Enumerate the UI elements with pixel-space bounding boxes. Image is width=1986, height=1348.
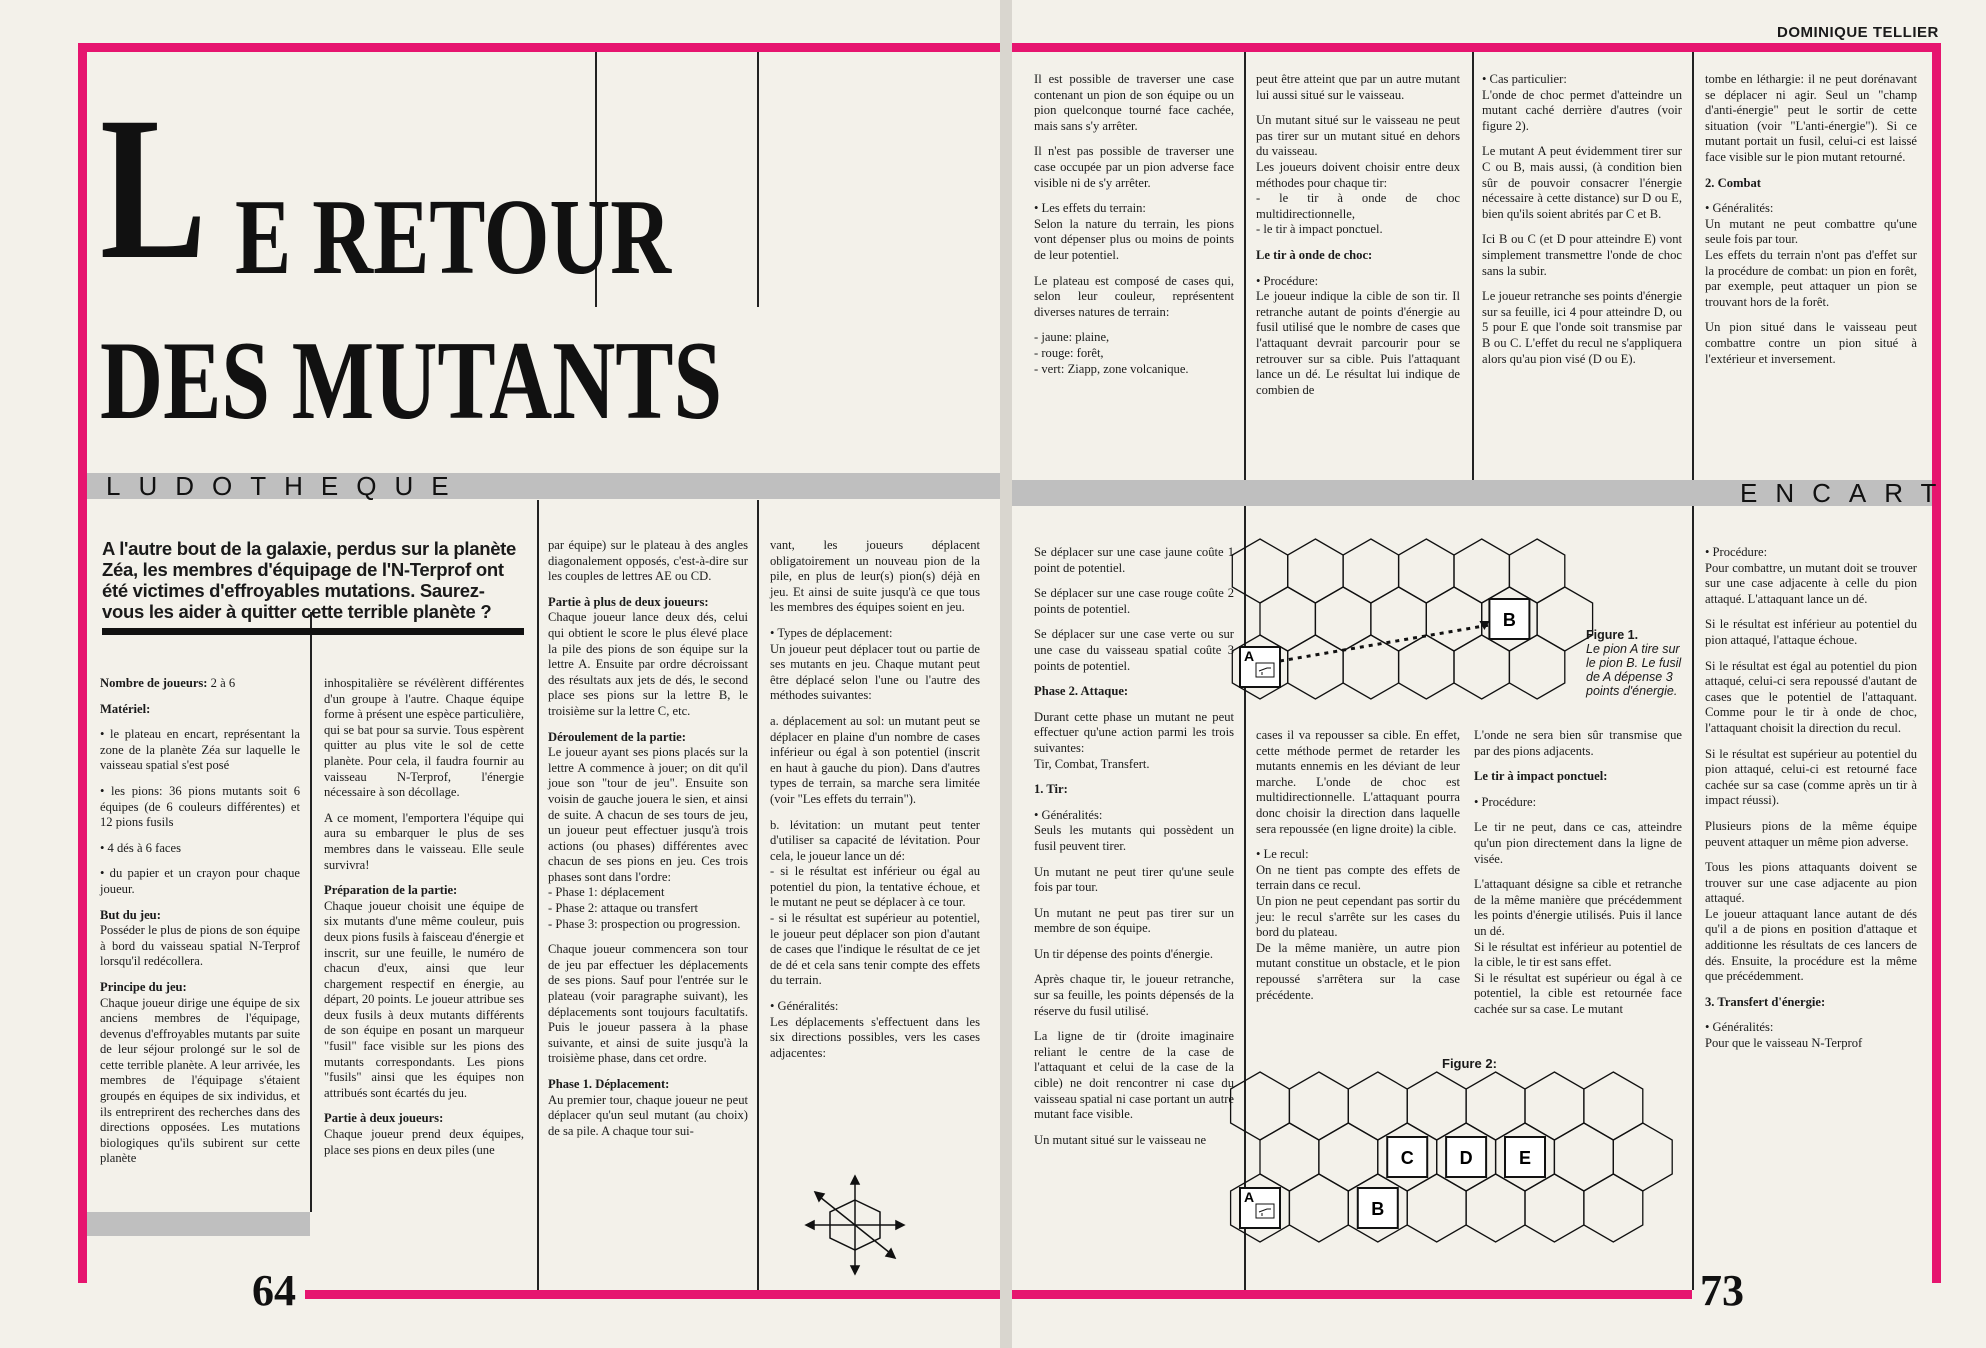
- hex-cell: [1466, 1072, 1525, 1140]
- hex-cell: [1407, 1174, 1466, 1242]
- hex-cell: [1399, 635, 1454, 699]
- author: DOMINIQUE TELLIER: [1777, 24, 1939, 41]
- paragraph-heading: Préparation de la partie:: [324, 883, 458, 898]
- paragraph-text: Se déplacer sur une case verte ou sur une case du vaisseau spatial coûte 3 points de potentiel.: [1034, 627, 1234, 673]
- left-col-2: [324, 676, 524, 1168]
- paragraph-text: Il n'est pas possible de traverser une case occupée par un pion adverse face visible ni de s'y arrêter.: [1034, 144, 1234, 190]
- direction-hexagon-diagram: [800, 1172, 910, 1277]
- hex-cell: [1289, 1174, 1348, 1242]
- paragraph-text: Un pion situé dans le vaisseau peut combattre contre un pion situé à l'extérieur et inversement.: [1705, 320, 1917, 366]
- paragraph: [1034, 144, 1234, 191]
- paragraph-text: Se déplacer sur une case jaune coûte 1 point de potentiel.: [1034, 545, 1234, 575]
- paragraph: [1034, 1133, 1234, 1149]
- hex-cell: [1315, 587, 1371, 651]
- hex-cell: [1260, 1123, 1319, 1191]
- paragraph-text: Un mutant situé sur le vaisseau ne peut pas tirer sur un mutant situé en dehors du vaisseau. Les joueurs doivent choisir entre deux méthodes pour chaque tir: - le tir à onde de choc multidirectionnelle, - le tir à impact ponctuel.: [1256, 113, 1460, 237]
- hex-cell: [1537, 587, 1593, 651]
- paragraph-text: La ligne de tir (droite imaginaire reliant le centre de la case de l'attaquant et celui de la case de la cible) ne doit rencontrer ni case du vaisseau spatial ni case portant un autre mutant face visible.: [1034, 1029, 1234, 1122]
- paragraph-text: 2 à 6: [207, 676, 236, 690]
- paragraph: [1034, 684, 1234, 700]
- paragraph: [1482, 232, 1682, 279]
- paragraph: [548, 538, 748, 585]
- paragraph-heading: Partie à deux joueurs:: [324, 1111, 444, 1126]
- hex-cell: [1554, 1123, 1613, 1191]
- title-line2: DES MUTANTS: [100, 319, 723, 443]
- hex-cell: [1407, 1072, 1466, 1140]
- paragraph: [100, 676, 300, 692]
- right-pink-bar: [1932, 43, 1941, 1283]
- hex-cell: [1319, 1123, 1378, 1191]
- paragraph-text: cases il va repousser sa cible. En effet, cette méthode permet de retarder les mutants ennemis en les déviant de leur marche. L'onde de choc est multidirectionnelle. L'attaquant pourra donc choisir la direction dans laquelle sera repoussée (en ligne droite) la cible.: [1256, 728, 1460, 836]
- paragraph-heading: 1. Tir:: [1034, 782, 1068, 797]
- paragraph-text: Un tir dépense des points d'énergie.: [1034, 946, 1214, 961]
- paragraph-text: • Cas particulier: L'onde de choc permet d'atteindre un mutant caché derrière d'autres (voir figure 2).: [1482, 72, 1682, 133]
- right-page: [1012, 0, 1986, 1348]
- paragraph: [770, 818, 980, 990]
- paragraph-text: • le plateau en encart, représentant la zone de la planète Zéa sur laquelle le vaisseau spatial s'est posé: [100, 727, 300, 773]
- paragraph: [1482, 144, 1682, 222]
- paragraph-text: Un mutant ne peut tirer qu'une seule fois par tour.: [1034, 864, 1234, 895]
- bottom-pink-bar: [305, 1290, 1000, 1299]
- paragraph-text: Se déplacer sur une case rouge coûte 2 points de potentiel.: [1034, 586, 1234, 616]
- paragraph-text: - jaune: plaine, - rouge: forêt, - vert: Ziapp, zone volcanique.: [1034, 330, 1189, 376]
- paragraph: [324, 811, 524, 873]
- paragraph-text: tombe en léthargie: il ne peut dorénavant se déplacer ni agir. Seul un "champ d'anti-énergie" peut le sortir de cette situation (voir "L'anti-énergie"). Si ce mutant portait un fusil, celui-ci est laissé face visible sur le pion mutant retourné.: [1705, 72, 1917, 164]
- paragraph: [1034, 782, 1234, 798]
- paragraph: [770, 999, 980, 1061]
- hex-cell: [1288, 539, 1343, 603]
- paragraph-text: Le plateau est composé de cases qui, selon leur couleur, représentent diverses natures de terrain:: [1034, 273, 1234, 319]
- gun-marker: [1256, 663, 1274, 677]
- paragraph-text: Un mutant situé sur le vaisseau ne: [1034, 1132, 1207, 1147]
- paragraph: [1034, 906, 1234, 937]
- right-bot-col-2: [1256, 728, 1460, 1013]
- hex-cell: [1525, 1174, 1584, 1242]
- paragraph: [1256, 113, 1460, 238]
- paragraph-text: • Les effets du terrain: Selon la nature du terrain, les pions vont dépenser plus ou moins de points de leur potentiel.: [1034, 201, 1234, 262]
- paragraph-text: • les pions: 36 pions mutants soit 6 équipes (de 6 couleurs différentes) et 12 pions fusils: [100, 783, 300, 830]
- left-pink-bar: [78, 43, 87, 1283]
- title-line1-rest: E RETOUR: [235, 178, 672, 297]
- paragraph-heading: Le tir à impact ponctuel:: [1474, 769, 1608, 784]
- paragraph: [100, 980, 300, 1167]
- paragraph: [1474, 795, 1682, 811]
- hex-cell: [1399, 539, 1454, 603]
- paragraph: [100, 727, 300, 774]
- paragraph-text: Le tir ne peut, dans ce cas, atteindre qu'un pion directement dans la ligne de visée.: [1474, 820, 1682, 866]
- figure-1-caption: [1586, 628, 1682, 698]
- paragraph: [1034, 274, 1234, 321]
- paragraph: [1482, 289, 1682, 367]
- paragraph: [1482, 72, 1682, 134]
- paragraph: [1034, 72, 1234, 134]
- paragraph-text: Posséder le plus de pions de son équipe à bord du vaisseau spatial N-Terprof lorsqu'il redécollera.: [100, 923, 300, 969]
- paragraph-text: Si le résultat est inférieur au potentiel du pion attaqué, l'attaque échoue.: [1705, 617, 1917, 647]
- paragraph-text: Durant cette phase un mutant ne peut effectuer qu'une action parmi les trois suivantes: Tir, Combat, Transfert.: [1034, 709, 1234, 771]
- paragraph-text: Chaque joueur dirige une équipe de six anciens membres de l'équipage, devenus d'effroyables mutants par suite de leur séjour prolongé sur le sol de cette terrible planète. A leur arrivée, les membres de l'équipage s'étaient groupés en équipes de six individus, et ils entreprirent des recherches dans des directions opposées. Les mutations biologiques qu'ils subirent sur cette planète: [100, 995, 300, 1166]
- paragraph: [548, 730, 748, 933]
- paragraph-text: vant, les joueurs déplacent obligatoirement un nouveau pion de la pile, en plus de leur(s) pion(s) déjà en jeu. Et ainsi de suite jusqu'à ce que tous les membres des équipes soient en jeu.: [770, 538, 980, 615]
- paragraph: [1256, 847, 1460, 1003]
- paragraph: [1256, 248, 1460, 264]
- paragraph-text: Il est possible de traverser une case contenant un pion de son équipe ou un pion quelconque tourné face cachée, mais sans s'y arrêter.: [1034, 72, 1234, 133]
- hex-cell: [1232, 539, 1287, 603]
- bottom-pink-bar-right: [1012, 1290, 1692, 1299]
- paragraph: [1705, 747, 1917, 809]
- paragraph-text: Chaque joueur lance deux dés, celui qui obtient le score le plus élevé place la pile des pions de son équipe sur la lettre A. Ensuite par ordre décroissant des résultats aux jets de dés, le second place ses pions sur la lettre B, le troisième sur la lettre C, etc.: [548, 610, 748, 718]
- page-number: 64: [252, 1266, 296, 1315]
- pawn-label: B: [1371, 1199, 1385, 1219]
- hex-cell: [1231, 1072, 1290, 1140]
- paragraph-text: • Procédure: Pour combattre, un mutant doit se trouver sur une case adjacente à celle du pion attaqué. L'attaquant lance un dé.: [1705, 545, 1917, 606]
- paragraph: [1705, 72, 1917, 166]
- paragraph: [1034, 947, 1234, 963]
- hex-cell: [1260, 587, 1315, 651]
- pawn-label: A: [1244, 648, 1255, 664]
- paragraph-heading: Phase 2. Attaque:: [1034, 684, 1129, 699]
- paragraph: [1705, 995, 1917, 1011]
- paragraph-text: Chaque joueur commencera son tour de jeu par effectuer les déplacements de ses pions. Sauf pour l'entrée sur le plateau (voir paragraphe suivant), les déplacements sont toujours facultatifs. Puis le joueur passera à la phase suivante, et ainsi de suite jusqu'à la troisième phase, dans cet ordre.: [548, 942, 748, 1066]
- paragraph: [100, 784, 300, 831]
- paragraph-text: peut être atteint que par un autre mutant lui aussi situé sur le vaisseau.: [1256, 72, 1460, 102]
- paragraph: [1256, 728, 1460, 837]
- paragraph: [1705, 545, 1917, 607]
- pawn-label: A: [1244, 1189, 1255, 1205]
- paragraph-text: Ici B ou C (et D pour atteindre E) vont simplement transmettre l'onde de choc sans la subir.: [1482, 232, 1682, 278]
- pawn-label: C: [1400, 1148, 1414, 1168]
- paragraph-text: • Procédure:: [1474, 794, 1537, 809]
- paragraph: [1474, 769, 1682, 785]
- paragraph-text: Si le résultat est égal au potentiel du pion attaqué, celui-ci sera repoussé d'autant de cases que le potentiel de l'attaquant. Comme pour le tir à onde de choc, l'attaquant choisit la direction du recul.: [1705, 658, 1917, 735]
- paragraph-heading: Déroulement de la partie:: [548, 729, 686, 744]
- paragraph-heading: Partie à plus de deux joueurs:: [548, 594, 709, 609]
- paragraph-heading: Principe du jeu:: [100, 979, 187, 994]
- paragraph-text: a. déplacement au sol: un mutant peut se déplacer en plaine d'un nombre de cases inférieur ou égal à son potentiel (inscrit en haut à gauche du pion). Dans d'autres types de terrain, sa marche sera limitée (voir "Les effets du terrain").: [770, 713, 980, 806]
- right-top-col-2: [1256, 72, 1460, 408]
- lead-paragraph: A l'autre bout de la galaxie, perdus sur la planète Zéa, les membres d'équipage de l'N-Terprof ont été victimes d'effroyables mutations. Saurez-vous les aider à quitter cette terrible planète ?: [102, 538, 517, 622]
- paragraph: [1256, 72, 1460, 103]
- paragraph: [1474, 728, 1682, 759]
- paragraph: [1705, 176, 1917, 192]
- paragraph: [1705, 617, 1917, 648]
- paragraph: [100, 841, 300, 857]
- right-bot-col-3: [1474, 728, 1682, 1028]
- pawn-label: B: [1502, 610, 1516, 630]
- paragraph-heading: 2. Combat: [1705, 175, 1761, 190]
- section-label: LUDOTHEQUE: [106, 471, 467, 501]
- top-pink-bar-right: [1012, 43, 1932, 52]
- paragraph-heading: 3. Transfert d'énergie:: [1705, 994, 1826, 1009]
- hex-cell: [1509, 539, 1564, 603]
- hex-cell: [1289, 1072, 1348, 1140]
- hex-cell: [1426, 587, 1481, 651]
- paragraph-text: • du papier et un crayon pour chaque joueur.: [100, 866, 300, 896]
- paragraph: [1474, 877, 1682, 1017]
- paragraph-text: Chaque joueur choisit une équipe de six mutants d'une même couleur, puis deux pions fusils à faisceau d'énergie et inscrit, sur une feuille, le numéro de chacun d'eux, ainsi que leur chargement respectif en énergie, au départ, 20 points. Le joueur attribue ses deux fusils à deux mutants différents de son équipe en posant un marqueur "fusil" face visible sur les pions des mutants correspondants. Les pions "fusils" ainsi que les équipes non attribués sont écartés du jeu.: [324, 898, 524, 1100]
- pawn-label: D: [1459, 1148, 1473, 1168]
- gun-marker: [1256, 1204, 1274, 1218]
- paragraph-text: A ce moment, l'emportera l'équipe qui aura su embarquer le plus de ses membres dans le vaisseau. Elle seule survivra!: [324, 810, 524, 872]
- paragraph-text: Tous les pions attaquants doivent se trouver sur une case adjacente au pion attaqué. Le joueur attaquant lance autant de dés qu'il a de pions en position d'attaque et additionne les résultats de ces lancers de dés. Ensuite, la procédure est la même que précédemment.: [1705, 860, 1917, 984]
- hex-cell: [1288, 635, 1343, 699]
- paragraph: [1034, 1029, 1234, 1123]
- hex-cell: [1509, 635, 1564, 699]
- paragraph: [1034, 808, 1234, 855]
- paragraph: [324, 676, 524, 801]
- pawn-label: E: [1518, 1148, 1532, 1168]
- paragraph-text: Après chaque tir, le joueur retranche, sur sa feuille, les points dépensés de la réserve du fusil utilisé.: [1034, 972, 1234, 1018]
- paragraph-text: Au premier tour, chaque joueur ne peut déplacer qu'un seul mutant (au choix) de sa pile. A chaque tour sui-: [548, 1092, 748, 1138]
- figure-1-diagram: [1244, 545, 1576, 725]
- right-bot-col-4: [1705, 545, 1917, 1062]
- paragraph: [324, 883, 524, 1101]
- hex-cell: [1584, 1174, 1643, 1242]
- paragraph-text: Chaque joueur prend deux équipes, place ses pions en deux piles (une: [324, 1127, 524, 1157]
- page-number-right: 73: [1700, 1266, 1744, 1315]
- encart-label: ENCART: [1740, 478, 1955, 508]
- right-top-col-3: [1482, 72, 1682, 377]
- paragraph: [1705, 860, 1917, 985]
- paragraph: [770, 714, 980, 808]
- paragraph: [770, 538, 980, 616]
- paragraph-heading: Matériel:: [100, 701, 151, 716]
- paragraph: [1034, 710, 1234, 772]
- paragraph: [100, 908, 300, 970]
- paragraph-text: b. lévitation: un mutant peut tenter d'utiliser sa capacité de lévitation. Pour cela, le joueur lance un dé: - si le résultat est inférieur ou égal au potentiel du pion, la tentative échoue, et le mutant ne peut se déplacer à ce tour. - si le résultat est supérieur au potentiel, le joueur peut déplacer son pion d'autant de cases que l'indique le résultat de ce jet de dé et cela sans tenir compte des effets du terrain.: [770, 817, 980, 988]
- hex-cell: [1348, 1072, 1407, 1140]
- paragraph-text: • 4 dés à 6 faces: [100, 840, 181, 855]
- hex-cell: [1584, 1072, 1643, 1140]
- paragraph-text: • Procédure: Le joueur indique la cible de son tir. Il retranche autant de points d'énergie au fusil utilisé que le nombre de cases que l'attaquant devrait parcourir pour se retrouver sur sa cible. Puis l'attaquant lance un dé. Le résultat lui indique de combien de: [1256, 273, 1460, 397]
- paragraph: [548, 942, 748, 1067]
- paragraph: [1705, 659, 1917, 737]
- paragraph-heading: But du jeu:: [100, 907, 161, 922]
- paragraph-text: • Le recul: On ne tient pas compte des effets de terrain dans ce recul. Un pion ne peut cependant pas sortir du jeu: le recul s'arrête sur les cases du bord du plateau. De la même manière, un autre pion mutant constitue un obstacle, et le pion repoussé s'arrêtera sur la case précédente.: [1256, 847, 1460, 1002]
- hex-cell: [1525, 1072, 1584, 1140]
- figure-2-title: Figure 2:: [1442, 1056, 1497, 1071]
- paragraph: [1705, 320, 1917, 367]
- paragraph: [1034, 545, 1234, 576]
- paragraph: [1256, 274, 1460, 399]
- paragraph: [324, 1111, 524, 1158]
- paragraph-text: • Généralités: Seuls les mutants qui possèdent un fusil peuvent tirer.: [1034, 807, 1234, 853]
- paragraph-text: Le mutant A peut évidemment tirer sur C ou B, mais aussi, (à condition bien sûr de pouvoir consacrer l'énergie nécessaire à cette distance) sur D ou E, bien qu'ils soient abrités par C et B.: [1482, 144, 1682, 221]
- paragraph: [1034, 201, 1234, 263]
- paragraph-text: • Généralités: Un mutant ne peut combattre qu'une seule fois par tour. Les effets du terrain n'ont pas d'effet sur la procédure de combat: un pion en forêt, par exemple, peut attaquer un pion se trouvant hors de la forêt.: [1705, 201, 1917, 309]
- paragraph-heading: Le tir à onde de choc:: [1256, 247, 1373, 262]
- paragraph: [100, 866, 300, 897]
- paragraph-text: Le joueur ayant ses pions placés sur la lettre A commence à jouer; on dit qu'il joue son "tour de jeu". Ensuite son voisin de gauche jouera le sien, et ainsi de suite. A chacun de ses tours de jeu, un joueur peut effectuer jusqu'à trois actions (ou phases) différentes avec chacun de ses pions en jeu. Ces trois phases sont dans l'ordre: - Phase 1: déplacement - Phase 2: attaque ou transfert - Phase 3: prospection ou progression.: [548, 745, 748, 931]
- paragraph: [1034, 627, 1234, 674]
- paragraph: [1705, 201, 1917, 310]
- paragraph-text: Un mutant ne peut pas tirer sur un membre de son équipe.: [1034, 905, 1234, 936]
- paragraph: [770, 626, 980, 704]
- paragraph: [1705, 819, 1917, 850]
- hex-cell: [1454, 635, 1509, 699]
- paragraph: [1705, 1020, 1917, 1051]
- paragraph: [548, 1077, 748, 1139]
- lead-underline: [102, 628, 524, 635]
- paragraph-heading: Phase 1. Déplacement:: [548, 1077, 670, 1091]
- paragraph-text: Si le résultat est supérieur au potentiel du pion attaqué, celui-ci est retourné face cachée sur sa case (comme après un tir à impact réussi).: [1705, 746, 1917, 808]
- paragraph-text: inhospitalière se révélèrent différentes d'un groupe à l'autre. Chaque équipe forme à présent une espèce particulière, qui se bat pour sa survie. Tous espèrent quitter au plus vite le sol de cette planète. Pour cela, il faudra fournir au vaisseau N-Terprof, l'énergie nécessaire à son décollage.: [324, 676, 524, 800]
- paragraph-text: Le joueur retranche ses points d'énergie sur sa feuille, ici 4 pour atteindre D, ou 5 pour E que l'onde soit transmise par B ou C. L'effet du recul ne s'appliquera alors qu'au pion visé (D ou E).: [1482, 289, 1682, 366]
- paragraph-text: • Types de déplacement: Un joueur peut déplacer tout ou partie de ses mutants en jeu. Chaque mutant peut être déplacé selon l'une ou l'autre des méthodes suivantes:: [770, 625, 980, 703]
- paragraph: [548, 595, 748, 720]
- right-top-col-1: [1034, 72, 1234, 387]
- right-top-col-4: [1705, 72, 1917, 377]
- figure-1-title: Figure 1.: [1586, 628, 1639, 642]
- title-initial: L: [100, 75, 207, 302]
- paragraph-text: • Généralités: Les déplacements s'effectuent dans les six directions possibles, vers les cases adjacentes:: [770, 999, 980, 1060]
- left-col-4: [770, 538, 980, 1071]
- paragraph: [1034, 586, 1234, 617]
- paragraph-text: L'onde ne sera bien sûr transmise que par des pions adjacents.: [1474, 728, 1682, 758]
- top-pink-bar: [78, 43, 1000, 52]
- left-col-1: [100, 676, 300, 1177]
- paragraph-text: L'attaquant désigne sa cible et retranche de la même manière que précédemment les points d'énergie utilisés. Puis il lance un dé. Si le résultat est inférieur au potentiel de la cible, le tir est sans effet. Si le résultat est supérieur ou égal à ce potentiel, la cible est retournée face cachée sur sa case. Le mutant: [1474, 877, 1682, 1016]
- paragraph-heading: Nombre de joueurs:: [100, 676, 208, 690]
- paragraph-text: • Généralités: Pour que le vaisseau N-Terprof: [1705, 1020, 1863, 1051]
- hex-cell: [1613, 1123, 1672, 1191]
- paragraph: [1034, 330, 1234, 377]
- left-col-3: [548, 538, 748, 1149]
- figure-2-diagram: [1244, 1072, 1686, 1282]
- paragraph-text: Plusieurs pions de la même équipe peuvent attaquer un même pion adverse.: [1705, 818, 1917, 849]
- paragraph: [1034, 972, 1234, 1019]
- hex-cell: [1454, 539, 1509, 603]
- figure-1-text: Le pion A tire sur le pion B. Le fusil de A dépense 3 points d'énergie.: [1586, 642, 1682, 698]
- paragraph: [1034, 865, 1234, 896]
- paragraph: [1474, 820, 1682, 867]
- right-bot-col-1: [1034, 545, 1234, 1158]
- paragraph: [100, 702, 300, 718]
- paragraph-text: par équipe) sur le plateau à des angles diagonalement opposés, c'est-à-dire sur les couples de lettres AE ou CD.: [548, 538, 748, 584]
- hex-cell: [1343, 539, 1399, 603]
- hex-cell: [1466, 1174, 1525, 1242]
